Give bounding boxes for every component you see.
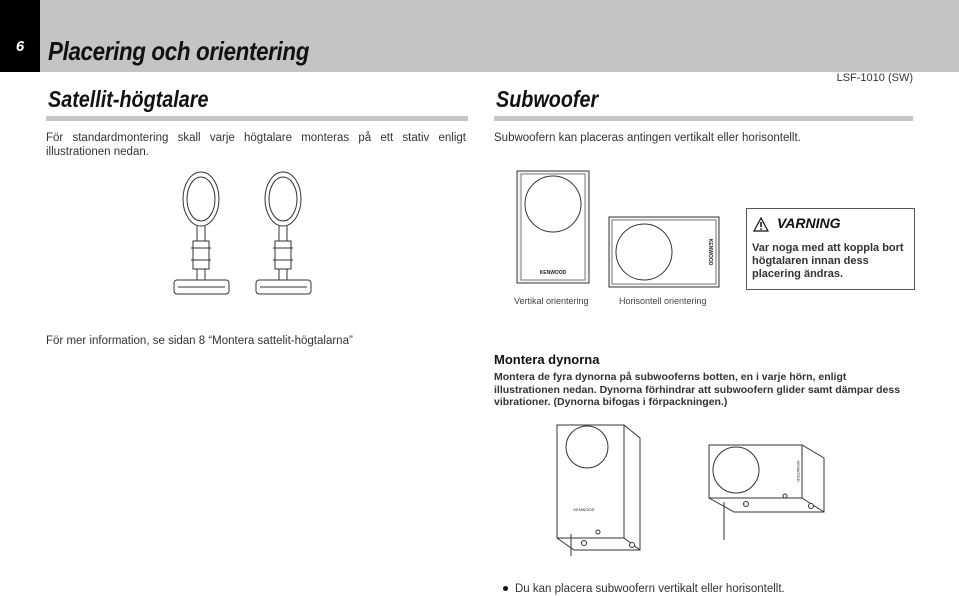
bullet-item	[503, 582, 785, 596]
bullet-text: Du kan placera subwoofern vertikalt eller horisontellt.	[515, 583, 785, 595]
warning-icon	[753, 217, 769, 232]
caption-horizontal: Horisontell orientering	[619, 296, 707, 306]
page-number: 6	[15, 38, 25, 55]
subwoofer-heading: Subwoofer	[496, 86, 599, 112]
feet-horizontal-illustration	[706, 440, 836, 552]
feet-text: Montera de fyra dynorna på subwooferns botten, en i varje hörn, enligt illustrationen nedan. Dynorna förhindrar att subwoofern glider samt dämpar dess vibrationer. (Dynorna bifogas i förpackningen.)	[494, 371, 901, 408]
feet-vertical-illustration	[554, 420, 654, 560]
caption-vertical: Vertikal orientering	[514, 296, 589, 306]
brand-label-feet-horizontal: KENWOOD	[796, 460, 801, 482]
satellite-speaker-illustration	[170, 168, 320, 300]
subwoofer-horizontal-illustration	[608, 216, 720, 288]
model-label: LSF-1010 (SW)	[836, 72, 913, 84]
warning-text: Var noga med att koppla bort högtalaren innan dess placering ändras.	[752, 242, 904, 280]
satellite-heading: Satellit-högtalare	[48, 86, 209, 112]
section-rule-right	[494, 116, 913, 121]
satellite-text: För standardmontering skall varje högtalare monteras på ett stativ enligt illustrationen nedan.	[46, 132, 466, 158]
subwoofer-text: Subwoofern kan placeras antingen vertikalt eller horisontellt.	[494, 132, 801, 144]
satellite-more-info: För mer information, se sidan 8 “Montera sattelit-högtalarna”	[46, 335, 353, 347]
bullet-icon	[503, 586, 508, 591]
brand-label-vertical: KENWOOD	[539, 270, 567, 276]
warning-box	[746, 208, 915, 290]
brand-label-horizontal: KENWOOD	[707, 238, 713, 266]
page-number-tab	[0, 0, 40, 72]
brand-label-feet-vertical: KENWOOD	[573, 507, 595, 512]
subwoofer-vertical-illustration	[516, 170, 592, 286]
page-title: Placering och orientering	[48, 36, 310, 66]
feet-heading: Montera dynorna	[494, 352, 600, 367]
section-rule-left	[46, 116, 468, 121]
warning-title: VARNING	[777, 215, 841, 231]
